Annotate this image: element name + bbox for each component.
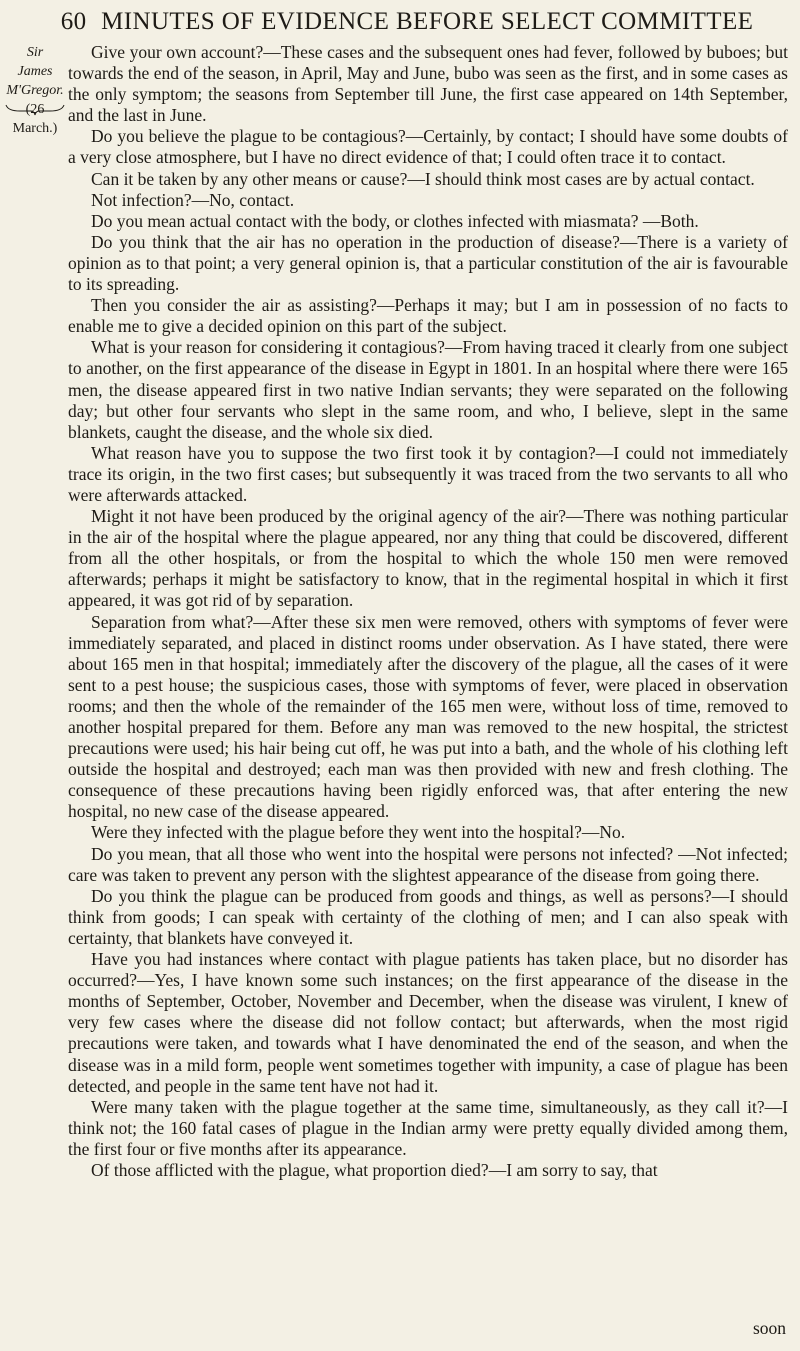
paragraph: Then you consider the air as assisting?—Perhaps it may; but I am in possession of no facts to enable me to give a decided opinion on this part of the subject. [68, 295, 788, 337]
paragraph: What is your reason for considering it contagious?—From having traced it clearly from one subject to another, on the first appearance of the disease in Egypt in 1801. In an hospital where there were 165 men, the disease appeared first in two native Indian servants; they were separated on the following day; but other four servants who slept in the same room, and who, I believe, slept in the same blankets, caught the disease, and the whole six died. [68, 337, 788, 442]
margin-brace [4, 103, 66, 117]
paragraph: Have you had instances where contact with plague patients has taken place, but no disorder has occurred?—Yes, I have known some such instances; on the first appearance of the disease in the months of September, October, November and December, when the disease was virulent, I knew of very few cases where the disease did not follow contact; but afterwards, when the most rigid precautions were taken, and towards what I have denominated the end of the season, and when the disease was in a mild form, people went sometimes together with impunity, a case of plague has been detected, and people in the same tent have not had it. [68, 949, 788, 1096]
paragraph: Do you think that the air has no operation in the production of disease?—There is a variety of opinion as to that point; a very general opinion is, that a particular constitution of the air is favourable to its spreading. [68, 231, 788, 295]
paragraph: Give your own account?—These cases and the subsequent ones had fever, followed by buboes; but towards the end of the season, in April, May and June, bubo was seen as the first, and in some cases as the only symptom; the seasons from September till June, the first case appeared on 14th September, and the last in June. [68, 42, 788, 126]
paragraph: Do you mean actual contact with the body, or clothes infected with miasmata? —Both. [91, 210, 699, 231]
paragraph: Might it not have been produced by the original agency of the air?—There was nothing particular in the air of the hospital where the plague appeared, nor any thing that could be discovered, different from all the other hospitals, or from the hospital to which the whole 150 men were removed afterwards; perhaps it might be satisfactory to know, that in the regimental hospital in which it first appeared, it was got rid of by separation. [68, 506, 788, 611]
paragraph: Can it be taken by any other means or cause?—I should think most cases are by actual contact. [91, 168, 755, 189]
paragraph: Do you think the plague can be produced from goods and things, as well as persons?—I should think from goods; I can speak with certainty of the clothing of men; and I can also speak with certainty, that blankets have conveyed it. [68, 885, 788, 948]
body-text [68, 42, 788, 1181]
running-title: MINUTES OF EVIDENCE BEFORE SELECT COMMITTEE [101, 8, 754, 35]
page-number: 60 [60, 8, 87, 35]
page-header [0, 8, 800, 36]
margin-note-date: (26 March.) [12, 102, 58, 136]
paragraph: Were many taken with the plague together at the same time, simultaneously, as they call it?—I think not; the 160 fatal cases of plague in the Indian army were pretty equally divided among them, the first four or five months after its appearance. [68, 1096, 788, 1159]
paragraph: Do you believe the plague to be contagious?—Certainly, by contact; I should have some doubts of a very close atmosphere, but I have no direct evidence of that; I could often trace it to contact. [68, 126, 788, 168]
paragraph: Not infection?—No, contact. [91, 189, 295, 210]
paragraph: What reason have you to suppose the two first took it by contagion?—I could not immediately trace its origin, in the two first cases; but subsequently it was traced from the two servants to all who were afterwards attacked. [68, 442, 788, 505]
paragraph: Separation from what?—After these six men were removed, others with symptoms of fever were immediately separated, and placed in distinct rooms under observation. As I have stated, there were about 165 men in that hospital; immediately after the discovery of the plague, all the cases of it were sent to a pest house; the suspicious cases, those with symptoms of fever, were placed in observation rooms; and then the whole of the remainder of the 165 men were, without loss of time, removed to another hospital prepared for them. Before any man was removed to the new hospital, the strictest precautions were used; his hair being cut off, he was put into a bath, and the whole of his clothing left outside the hospital and destroyed; each man was then provided with new and fresh clothing. The consequence of these precautions having been rigidly enforced was, that after entering the new hospital, no new case of the disease appeared. [68, 611, 788, 822]
paragraph: Of those afflicted with the plague, what proportion died?—I am sorry to say, that [91, 1159, 658, 1180]
catchword: soon [752, 1318, 786, 1338]
margin-note-witness-name: James M'Gregor. [6, 64, 64, 98]
margin-note [4, 43, 66, 138]
margin-note-title: Sir [26, 45, 44, 60]
paragraph: Do you mean, that all those who went into the hospital were persons not infected? —Not infected; care was taken to prevent any person with the slightest appearance of the disease from going there. [68, 843, 788, 885]
paragraph: Were they infected with the plague before they went into the hospital?—No. [91, 822, 626, 843]
